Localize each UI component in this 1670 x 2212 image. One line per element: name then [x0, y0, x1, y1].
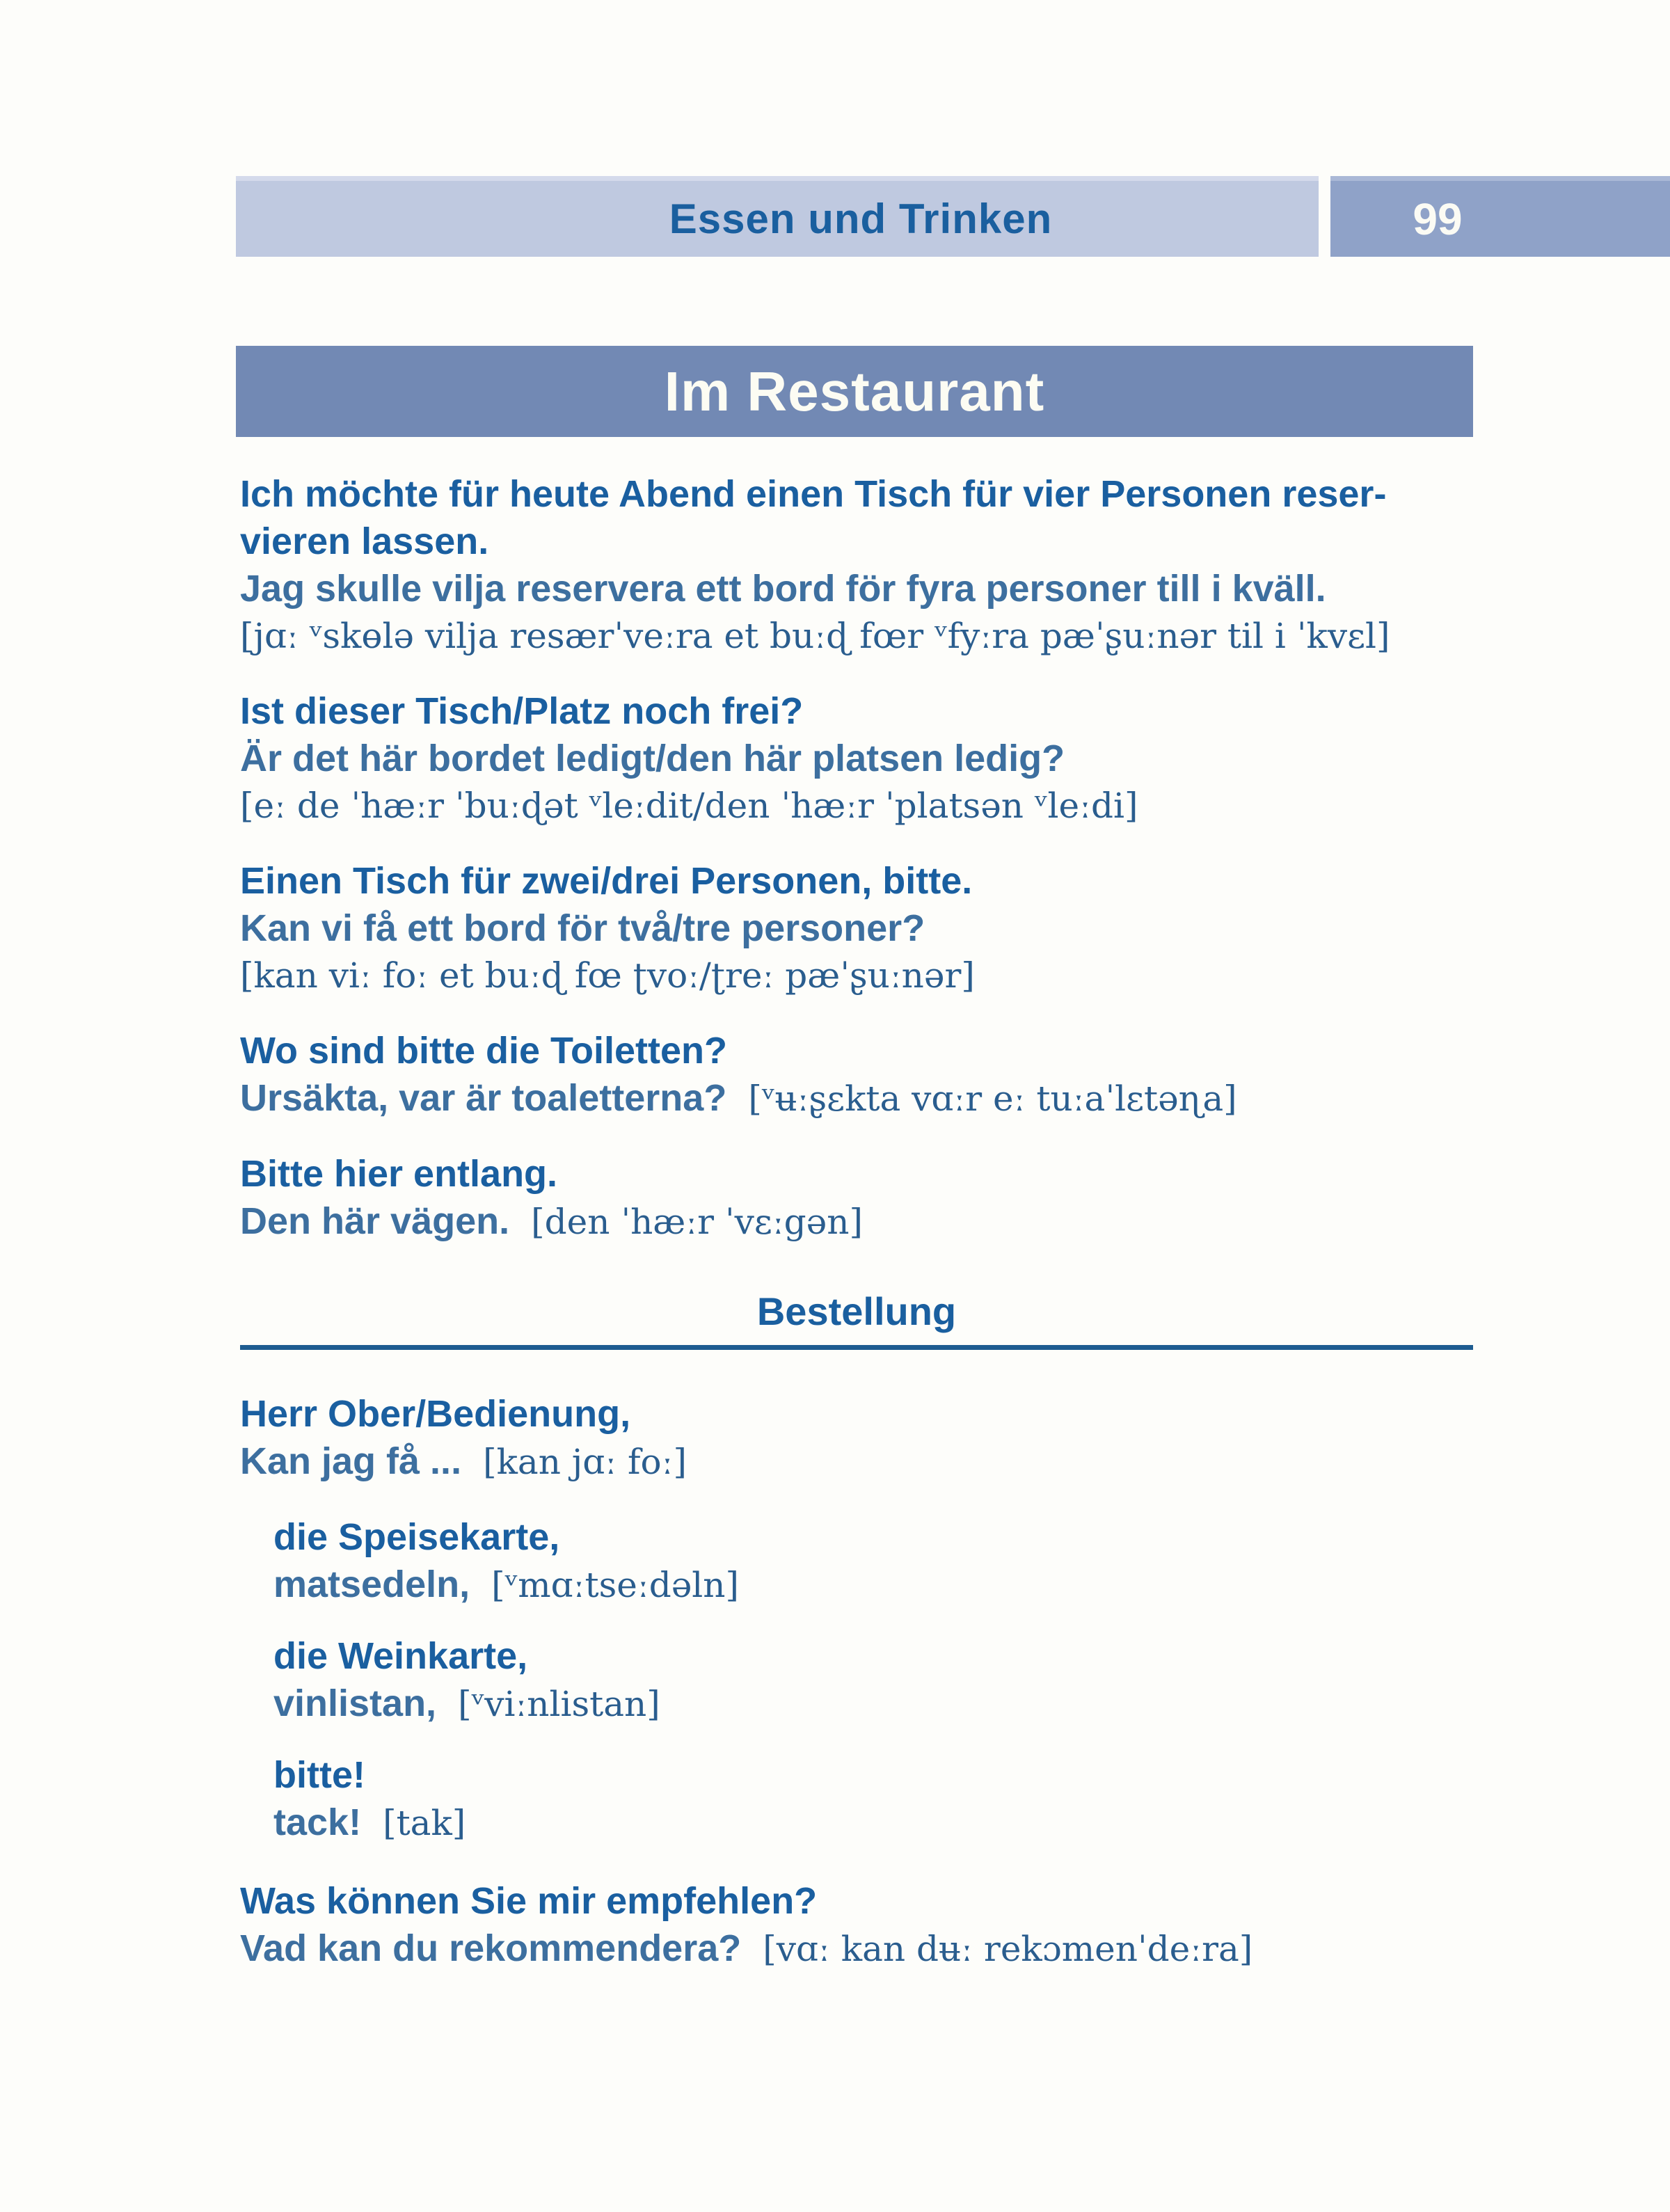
german-line: Was können Sie mir empfehlen? [240, 1880, 818, 1922]
ipa-inline: [ᵛmɑːtseːdəln] [491, 1565, 740, 1605]
running-header-bar [236, 176, 1319, 257]
swedish-text: Ursäkta, var är toaletterna? [240, 1077, 727, 1119]
swedish-text: Den här vägen. [240, 1200, 510, 1242]
german-line: bitte! [273, 1754, 365, 1796]
ipa-inline: [ᵛviːnlistan] [458, 1684, 660, 1724]
page-number: 99 [1413, 193, 1463, 244]
swedish-line: Är det här bordet ledigt/den här platsen ledig? [240, 738, 1065, 779]
chapter-title-bar [236, 346, 1473, 437]
phrase-block-table-for-two [240, 857, 1473, 999]
ipa-inline: [ᵛʉːʂɛkta vɑːr eː tuːaˈlɛtəɳa] [748, 1079, 1237, 1119]
ipa-inline: [kan jɑː foː] [483, 1442, 687, 1482]
german-line: vieren lassen. [240, 520, 489, 562]
section-heading: Bestellung [756, 1289, 957, 1333]
swedish-line [240, 1925, 1473, 1973]
german-line: Wo sind bitte die Toiletten? [240, 1030, 727, 1072]
phrase-block-recommend [240, 1877, 1473, 1973]
swedish-line [240, 1197, 1473, 1246]
phrase-block-this-way [240, 1150, 1473, 1246]
phrase-block-waiter [240, 1390, 1473, 1486]
ipa-line: [kan viː foː et buːɖ fœ ʈvoː/ʈreː pæˈʂuːnər] [240, 955, 975, 996]
ipa-inline: [den ˈhæːr ˈvɛːgən] [531, 1202, 863, 1242]
ipa-inline: [vɑː kan dʉː rekɔmenˈdeːra] [763, 1929, 1253, 1969]
swedish-line: Jag skulle vilja reservera ett bord för fyra personer till i kväll. [240, 568, 1326, 610]
chapter-title: Im Restaurant [664, 360, 1045, 422]
german-line: Herr Ober/Bedienung, [240, 1393, 631, 1435]
german-line: Ist dieser Tisch/Platz noch frei? [240, 690, 804, 732]
ipa-line: [jɑː ᵛskɵlə vilja resærˈveːra et buːɖ fœr ᵛfyːra pæˈʂuːnər til i ˈkvɛl] [240, 616, 1390, 656]
running-header-title: Essen und Trinken [669, 196, 1053, 242]
swedish-line [240, 1074, 1473, 1122]
order-item-wine-list [273, 1632, 1473, 1728]
german-line: die Speisekarte, [273, 1516, 560, 1558]
swedish-text: Vad kan du rekommendera? [240, 1927, 742, 1969]
section-rule [240, 1345, 1473, 1350]
german-line: die Weinkarte, [273, 1635, 528, 1677]
german-line: Bitte hier entlang. [240, 1153, 558, 1195]
phrase-content [240, 470, 1473, 2000]
ipa-inline: [tak] [383, 1803, 466, 1843]
swedish-line [240, 1438, 1473, 1486]
phrase-block-table-free [240, 687, 1473, 829]
swedish-text: tack! [273, 1801, 362, 1843]
page-number-box [1330, 176, 1670, 257]
phrase-block-toilets [240, 1027, 1473, 1122]
order-item-please [273, 1751, 1473, 1847]
swedish-line [273, 1680, 1473, 1728]
phrase-block-reserve-table [240, 470, 1473, 660]
swedish-text: Kan jag få ... [240, 1440, 462, 1482]
ipa-line: [eː de ˈhæːr ˈbuːɖət ᵛleːdit/den ˈhæːr ˈplatsən ᵛleːdi] [240, 786, 1138, 826]
swedish-text: matsedeln, [273, 1563, 470, 1605]
swedish-line [273, 1799, 1473, 1847]
order-item-menu [273, 1513, 1473, 1609]
swedish-line: Kan vi få ett bord för två/tre personer? [240, 907, 925, 949]
german-line: Ich möchte für heute Abend einen Tisch für vier Personen reser- [240, 473, 1387, 515]
swedish-line [273, 1561, 1473, 1609]
swedish-text: vinlistan, [273, 1682, 437, 1724]
german-line: Einen Tisch für zwei/drei Personen, bitte. [240, 860, 973, 902]
